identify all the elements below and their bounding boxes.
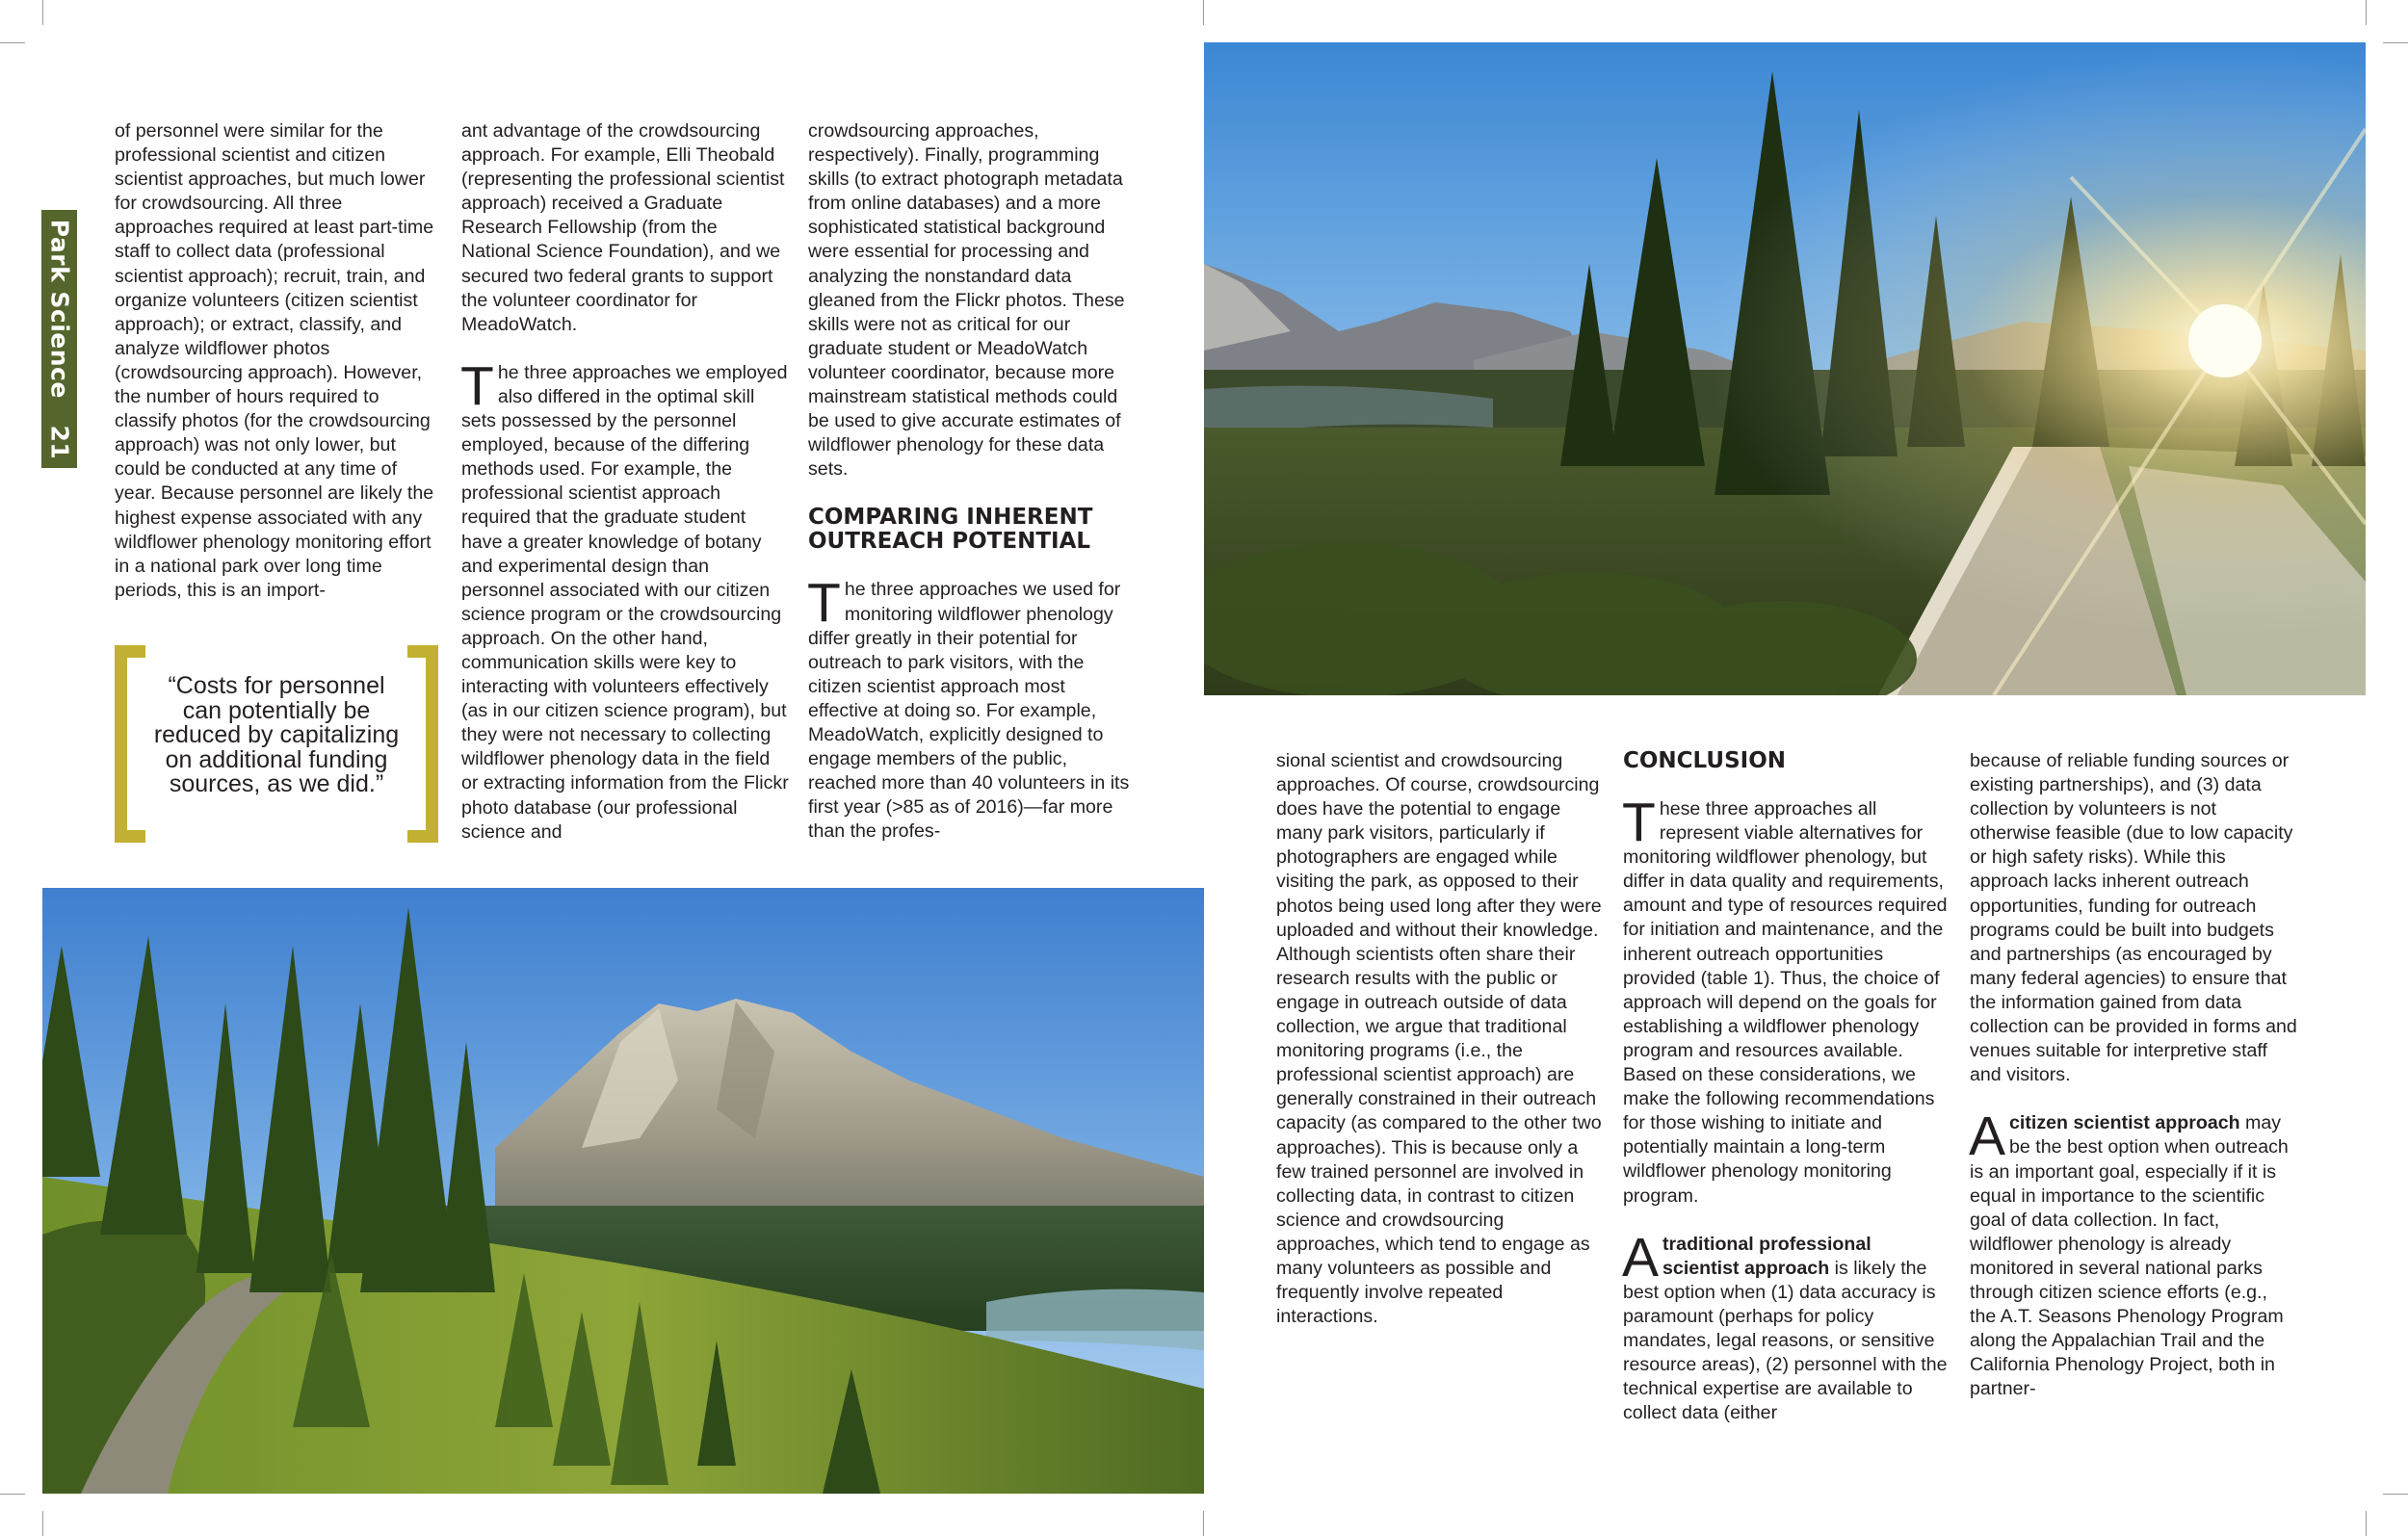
body-paragraph: because of reliable funding sources or existing partnerships), and (3) data collection by volunteers is not otherwise feasible (due to low capacity or high safety risks). While this approach lacks inherent outreach opportunities, funding for outreach programs could be built into budgets and partnerships (as encouraged by many federal agencies) to ensure that the information gained from data collection can be provided in forms and venues suitable for interpretive staff and visitors. <box>1970 750 2297 1086</box>
body-paragraph: These three approaches all represent viable alternatives for monitoring wildflower phenology, but differ in data quality and requirements, amount and type of resources required for initiation and maintenance, and the inherent outreach opportunities provided (table 1). Thus, the choice of approach will depend on the goals for establishing a wildflower phenology program and resources available. Based on these considerations, we make the following recommendations for those wishing to initiate and potentially maintain a long-term wildflower phenology monitoring program. <box>1622 792 1948 1207</box>
body-paragraph: crowdsourcing approaches, respectively). Finally, programming skills (to extract photograph metadata from online databases) and a more sophisticated statistical background were essential for processing and analyzing the nonstandard data gleaned from the Flickr photos. These skills were not as critical for our graduate student or MeadoWatch volunteer coordinator, because more mainstream statistical methods could be used to give accurate estimates of wildflower phenology for these data sets. <box>808 120 1125 481</box>
left-page-tab-label: Park Science 21 <box>45 219 73 459</box>
body-paragraph: ant advantage of the crowdsourcing approach. For example, Elli Theobald (representing the professional scientist approach) received a Graduate Research Fellowship (from the National Science Foundation), and we secured two federal grants to support the volunteer coordinator for MeadoWatch. <box>461 120 785 335</box>
drop-cap: T <box>807 572 841 635</box>
crop-mark <box>2366 1511 2367 1536</box>
body-paragraph: A citizen scientist approach may be the best option when outreach is an important goal, especially if it is equal in importance to the scientific goal of data collection. In fact, wildflower phenology is already monitored in several national parks through citizen science efforts (e.g., the A.T. Seasons Phenology Program along the Appalachian Trail and the California Phenology Project, both in partner- <box>1969 1106 2289 1400</box>
pull-quote <box>115 645 438 843</box>
quote-bracket-left <box>115 645 145 843</box>
section-heading: COMPARING INHERENT OUTREACH POTENTIAL <box>808 505 1093 555</box>
body-paragraph: A traditional professional scientist approach is likely the best option when (1) data accuracy is paramount (perhaps for policy mandates, legal reasons, or sensitive resource areas), (2) personnel with the technical expertise are available to collect data (either <box>1622 1226 1948 1424</box>
crop-mark <box>42 0 43 25</box>
drop-cap: A <box>1969 1106 2006 1168</box>
body-paragraph: The three approaches we used for monitoring wildflower phenology differ greatly in their potential for outreach to park visitors, with the citizen scientist approach most effective at doing so. For example, MeadoWatch, explicitly designed to engage members of the public, reached more than 40 volunteers in its first year (>85 as of 2016)—far more than the profes- <box>807 572 1130 843</box>
body-paragraph: of personnel were similar for the professional scientist and citizen scientist approaches, but much lower for crowdsourcing. All three approaches required at least part-time staff to collect data (professional scientist approach); recruit, train, and organize volunteers (citizen scientist approach); or extract, classify, and analyze wildflower photos (crowdsourcing approach). However, the number of hours required to classify photos (for the crowdsourcing approach) was not only lower, but could be conducted at any time of year. Because personnel are likely the highest expense associated with any wildflower phenology monitoring effort in a national park over long time periods, this is an import- <box>115 120 434 601</box>
crop-mark <box>1203 1511 1204 1536</box>
left-column-3 <box>808 119 1136 844</box>
left-column-1 <box>115 119 442 603</box>
crop-mark <box>1203 0 1204 25</box>
pull-quote-text: “Costs for personnel can potentially be reduced by capitalizing on additional funding sources, as we did.” <box>153 672 400 797</box>
left-page-number: 21 <box>45 424 73 459</box>
crop-mark <box>2383 1494 2408 1495</box>
quote-bracket-right <box>407 645 438 843</box>
emphasis-text: citizen scientist approach <box>2009 1112 2240 1134</box>
crop-mark <box>0 1494 25 1495</box>
drop-cap: T <box>1622 792 1656 853</box>
left-column-2 <box>461 119 789 845</box>
crop-mark <box>2366 0 2367 25</box>
mountain-landscape-photo <box>42 888 1204 1494</box>
body-paragraph: sional scientist and crowdsourcing approaches. Of course, crowdsourcing does have the potential to engage many park visitors, particularly if photographers are engaged while visiting the park, as opposed to their photos being used long after they were uploaded and without their knowledge. Although scientists often share their research results with the public or engage in outreach outside of data collection, we argue that traditional monitoring programs (i.e., the professional scientist approach) are generally constrained in their outreach capacity (as compared to the other two approaches). This is because only a few trained personnel are involved in collecting data, in contrast to citizen science and crowdsourcing approaches, which tend to engage as many volunteers as possible and frequently involve repeated interactions. <box>1276 750 1602 1328</box>
drop-cap: A <box>1622 1226 1660 1289</box>
right-column-1 <box>1276 749 1604 1329</box>
section-heading: CONCLUSION <box>1623 748 1786 773</box>
left-page-tab <box>41 210 77 468</box>
crop-mark <box>2383 42 2408 43</box>
right-column-3 <box>1970 749 2297 1401</box>
body-paragraph: The three approaches we employed also differed in the optimal skill sets possessed by the personnel employed, because of the differing methods used. For example, the professional scientist approach required that the graduate student have a greater knowledge of botany and experimental design than personnel associated with our citizen science program or the crowdsourcing approach. On the other hand, communication skills were key to interacting with volunteers effectively (as in our citizen science program), but they were not necessary to collecting wildflower phenology data in the field or extracting information from the Flickr photo database (our professional science and <box>460 354 789 843</box>
sunlit-trail-photo <box>1204 42 2366 695</box>
drop-cap: T <box>460 354 494 417</box>
crop-mark <box>0 42 25 43</box>
right-column-2 <box>1623 749 1950 1425</box>
crop-mark <box>42 1511 43 1536</box>
emphasis-text: traditional professional scientist approach <box>1662 1233 1871 1279</box>
